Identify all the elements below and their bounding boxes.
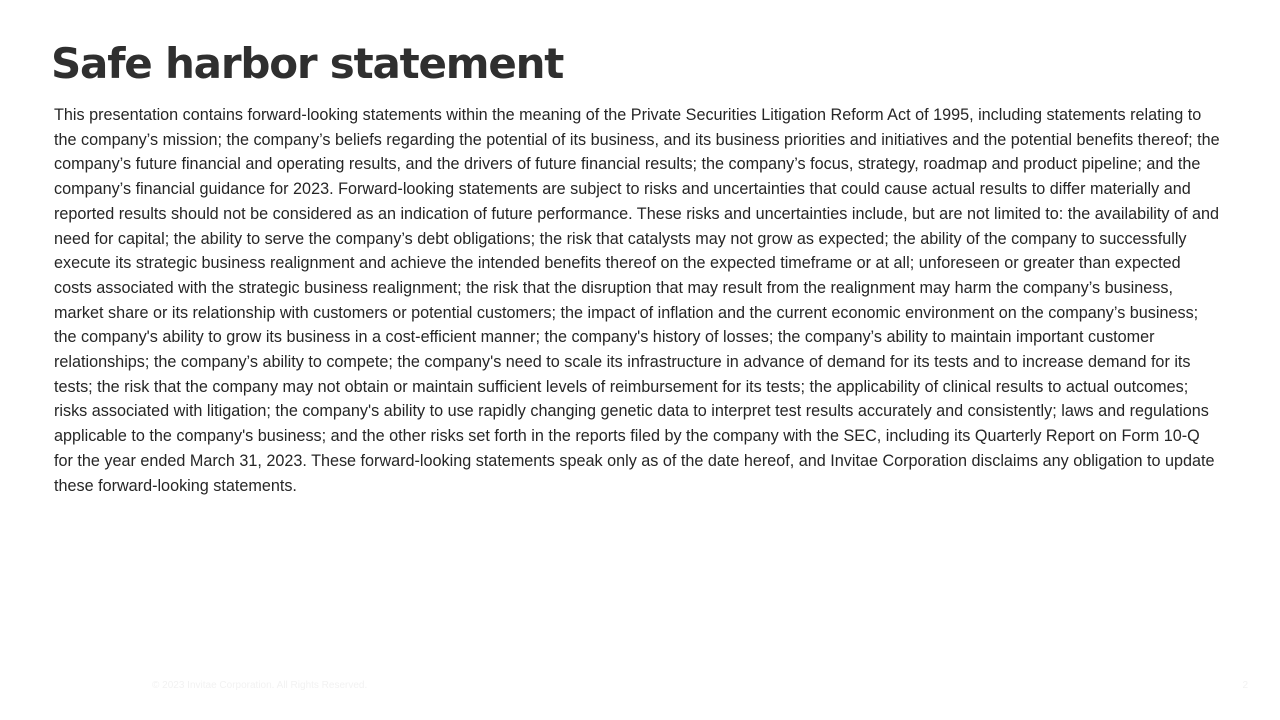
page-number: 2 xyxy=(1242,680,1248,691)
slide-title: Safe harbor statement xyxy=(51,39,564,88)
footer-copyright: © 2023 Invitae Corporation. All Rights Reserved. xyxy=(152,680,368,691)
safe-harbor-body-text: This presentation contains forward-looking statements within the meaning of the Private Securities Litigation Reform Act of 1995, including statements relating to the company’s mission; the company’s beliefs regarding the potential of its business, and its business priorities and initiatives and the potential benefits thereof; the company’s future financial and operating results, and the drivers of future financial results; the company’s focus, strategy, roadmap and product pipeline; and the company’s financial guidance for 2023. Forward-looking statements are subject to risks and uncertainties that could cause actual results to differ materially and reported results should not be considered as an indication of future performance. These risks and uncertainties include, but are not limited to: the availability of and need for capital; the ability to serve the company’s debt obligations; the risk that catalysts may not grow as expected; the ability of the company to successfully execute its strategic business realignment and achieve the intended benefits thereof on the expected timeframe or at all; unforeseen or greater than expected costs associated with the strategic business realignment; the risk that the disruption that may result from the realignment may harm the company’s business, market share or its relationship with customers or potential customers; the impact of inflation and the current economic environment on the company’s business; the company's ability to grow its business in a cost-efficient manner; the company's history of losses; the company’s ability to maintain important customer relationships; the company’s ability to compete; the company's need to scale its infrastructure in advance of demand for its tests and to increase demand for its tests; the risk that the company may not obtain or maintain sufficient levels of reimbursement for its tests; the applicability of clinical results to actual outcomes; risks associated with litigation; the company's ability to use rapidly changing genetic data to interpret test results accurately and consistently; laws and regulations applicable to the company's business; and the other risks set forth in the reports filed by the company with the SEC, including its Quarterly Report on Form 10-Q for the year ended March 31, 2023. These forward-looking statements speak only as of the date hereof, and Invitae Corporation disclaims any obligation to update these forward-looking statements. xyxy=(54,106,1220,495)
